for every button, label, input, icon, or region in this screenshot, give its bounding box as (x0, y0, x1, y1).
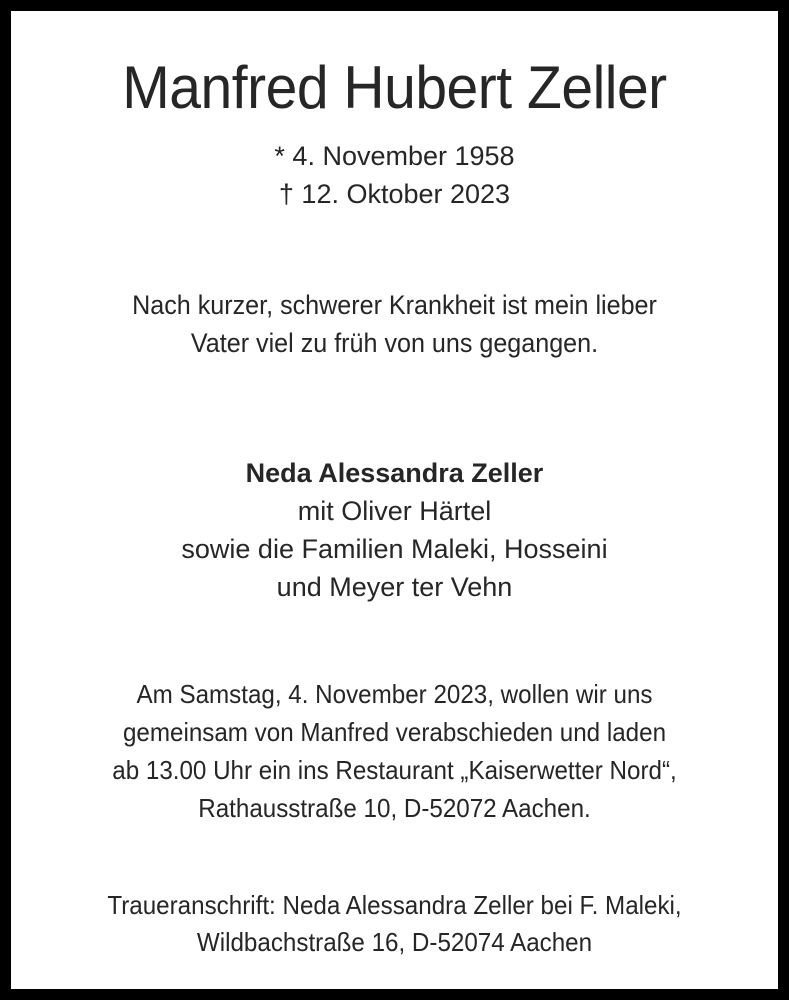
obituary-card (11, 11, 778, 989)
mourner-line-3: und Meyer ter Vehn (276, 572, 513, 602)
invitation-line-3: ab 13.00 Uhr ein ins Restaurant „Kaiserwetter Nord“, (112, 755, 677, 785)
message-line-2: Vater viel zu früh von uns gegangen. (190, 328, 599, 358)
address-line-1: Traueranschrift: Neda Alessandra Zeller bei F. Maleki, (107, 890, 682, 920)
address-line-2: Wildbachstraße 16, D-52074 Aachen (196, 927, 593, 957)
death-date: † 12. Oktober 2023 (278, 179, 511, 209)
message-line-1: Nach kurzer, schwerer Krankheit ist mein lieber (132, 290, 657, 320)
deceased-name: Manfred Hubert Zeller (122, 54, 667, 121)
mourner-primary: Neda Alessandra Zeller (245, 458, 544, 488)
mourner-line-2: sowie die Familien Maleki, Hosseini (181, 534, 608, 564)
mourner-line-1: mit Oliver Härtel (297, 496, 492, 526)
invitation-line-1: Am Samstag, 4. November 2023, wollen wir uns (136, 679, 653, 709)
invitation-line-4: Rathausstraße 10, D-52072 Aachen. (198, 793, 591, 823)
invitation-line-2: gemeinsam von Manfred verabschieden und laden (122, 717, 667, 747)
birth-date: * 4. November 1958 (274, 141, 515, 171)
